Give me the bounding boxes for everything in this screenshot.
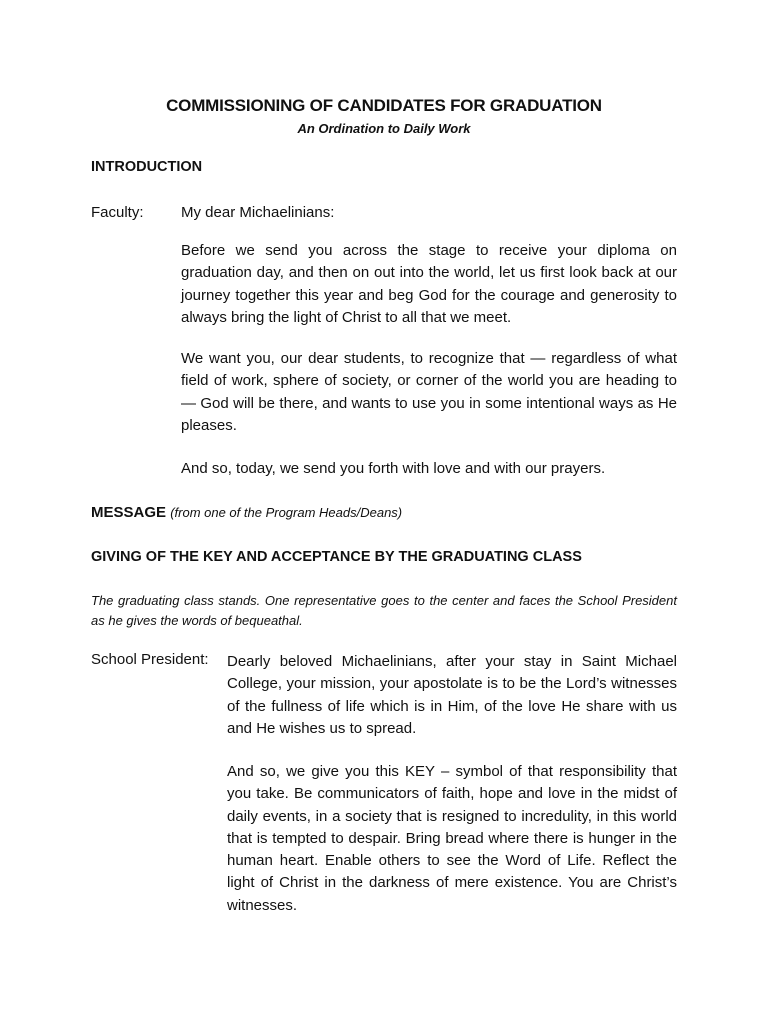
- message-note: (from one of the Program Heads/Deans): [170, 505, 403, 520]
- president-paragraph-2: And so, we give you this KEY – symbol of that responsibility that you take. Be communicators of faith, hope and love in the midst of daily events, in a society that is resigned to incredulity, in this world that is tempted to despair. Bring bread where there is hunger in the human heart. Enable others to see the Word of Life. Reflect the light of Christ in the darkness of mere existence. You are Christ’s witnesses.: [227, 763, 677, 914]
- introduction-heading: INTRODUCTION: [91, 159, 203, 175]
- faculty-paragraph-2: We want you, our dear students, to recognize that — regardless of what field of work, sphere of society, or corner of the world you are heading to — God will be there, and wants to use you in some intentional ways as He pleases.: [181, 350, 677, 434]
- faculty-speaker-label: Faculty:: [91, 204, 144, 221]
- president-speaker-label: School President:: [91, 651, 209, 668]
- faculty-paragraph-3: And so, today, we send you forth with love and with our prayers.: [181, 460, 606, 477]
- message-label: MESSAGE: [91, 504, 167, 521]
- rubric-instruction: The graduating class stands. One representative goes to the center and faces the School President as he gives the words of bequeathal.: [91, 593, 677, 628]
- key-heading: GIVING OF THE KEY AND ACCEPTANCE BY THE GRADUATING CLASS: [91, 549, 582, 565]
- document-subtitle: An Ordination to Daily Work: [297, 121, 471, 136]
- president-paragraph-1: Dearly beloved Michaelinians, after your stay in Saint Michael College, your mission, your apostolate is to be the Lord’s witnesses of the fullness of life which is in Him, of the love He share with us and He wishes us to spread.: [227, 653, 677, 737]
- message-line: [91, 504, 402, 521]
- faculty-salutation: My dear Michaelinians:: [181, 204, 335, 221]
- document-title: COMMISSIONING OF CANDIDATES FOR GRADUATION: [166, 96, 602, 115]
- faculty-paragraph-1: Before we send you across the stage to receive your diploma on graduation day, and then on out into the world, let us first look back at our journey together this year and beg God for the courage and generosity to always bring the light of Christ to all that we meet.: [181, 242, 677, 326]
